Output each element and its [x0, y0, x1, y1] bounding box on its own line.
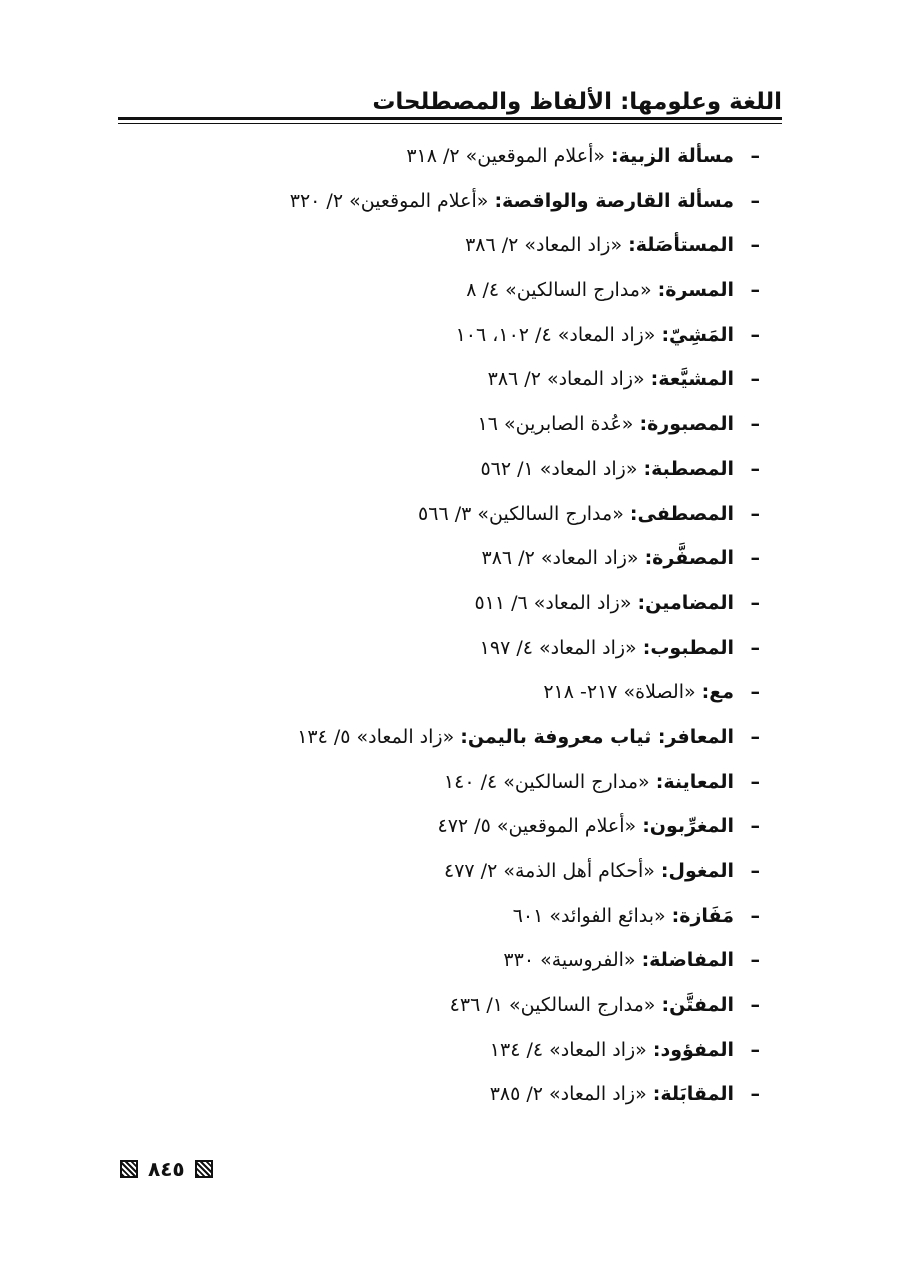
entry-reference: «زاد المعاد» ١/ ٥٦٢: [480, 457, 638, 480]
ornament-right-icon: [195, 1160, 213, 1178]
bullet-dash: –: [750, 860, 760, 882]
bullet-dash: –: [750, 502, 760, 525]
entry-reference: «زاد المعاد» ٤/ ١٩٧: [479, 636, 637, 659]
entry-reference: «الفروسية» ٣٣٠: [503, 949, 636, 972]
entry-reference: «أعلام الموقعين» ٢/ ٣٢٠: [289, 189, 489, 212]
entry-reference: «مدارج السالكين» ٤/ ٨: [466, 279, 652, 302]
ornament-left-icon: [120, 1160, 138, 1178]
entry-reference: «بدائع الفوائد» ٦٠١: [512, 904, 666, 927]
entry-reference: «زاد المعاد» ٢/ ٣٨٦: [465, 234, 623, 257]
entry-reference: «زاد المعاد» ٥/ ١٣٤: [297, 725, 455, 748]
entry-reference: «أعلام الموقعين» ٢/ ٣١٨: [406, 145, 605, 167]
bullet-dash: –: [750, 994, 760, 1017]
list-item: [120, 849, 760, 894]
entry-term: المشيَّعة:: [650, 368, 734, 391]
bullet-dash: –: [750, 413, 760, 436]
bullet-dash: –: [750, 145, 760, 167]
list-item: [120, 268, 760, 313]
list-item: [120, 357, 760, 402]
entry-term: المغول:: [660, 860, 734, 882]
entry-term: مسألة القارصة والواقصة:: [494, 189, 734, 212]
list-item: [120, 1072, 760, 1117]
list-item: [120, 804, 760, 849]
entry-term: مسألة الزبية:: [611, 145, 734, 167]
list-item: [120, 581, 760, 626]
running-header-title: اللغة وعلومها: الألفاظ والمصطلحات: [372, 89, 782, 115]
page-footer: [120, 1155, 213, 1183]
entry-term: المصفَّرة:: [644, 547, 734, 570]
entry-term: المقابَلة:: [652, 1083, 734, 1106]
entry-reference: «زاد المعاد» ٤/ ١٠٢، ١٠٦: [455, 323, 656, 346]
entry-term: المفؤود:: [652, 1038, 734, 1061]
entry-term: المفتَّن:: [661, 994, 734, 1017]
list-item: [120, 894, 760, 939]
bullet-dash: –: [750, 591, 760, 614]
bullet-dash: –: [750, 189, 760, 212]
list-item: [120, 536, 760, 581]
bullet-dash: –: [750, 1083, 760, 1106]
entry-term: مع:: [701, 681, 734, 704]
list-item: [120, 223, 760, 268]
bullet-dash: –: [750, 547, 760, 570]
list-item: [120, 760, 760, 805]
entry-term: المصطبة:: [643, 457, 734, 480]
entry-term: المغرِّبون:: [642, 815, 734, 838]
entry-reference: «زاد المعاد» ٦/ ٥١١: [474, 591, 632, 614]
entry-reference: «زاد المعاد» ٢/ ٣٨٥: [489, 1083, 647, 1106]
list-item: [120, 134, 760, 179]
entry-term: المفاضلة:: [641, 949, 734, 972]
list-item: [120, 179, 760, 224]
bullet-dash: –: [750, 949, 760, 972]
entry-term: المَشِيّ:: [661, 323, 734, 346]
entry-term: المصبورة:: [639, 413, 734, 436]
entry-reference: «أعلام الموقعين» ٥/ ٤٧٢: [437, 815, 637, 838]
bullet-dash: –: [750, 279, 760, 302]
entry-reference: «الصلاة» ٢١٧- ٢١٨: [543, 681, 696, 704]
list-item: [120, 670, 760, 715]
entry-reference: «مدارج السالكين» ٤/ ١٤٠: [443, 770, 650, 793]
list-item: [120, 447, 760, 492]
bullet-dash: –: [750, 234, 760, 257]
list-item: [120, 1028, 760, 1073]
list-item: [120, 715, 760, 760]
bullet-dash: –: [750, 323, 760, 346]
bullet-dash: –: [750, 636, 760, 659]
list-item: [120, 938, 760, 983]
entry-term: المعافر: ثياب معروفة باليمن:: [460, 725, 734, 748]
bullet-dash: –: [750, 770, 760, 793]
entry-term: المضامين:: [637, 591, 734, 614]
entry-reference: «أحكام أهل الذمة» ٢/ ٤٧٧: [444, 860, 655, 882]
entry-term: المطبوب:: [642, 636, 734, 659]
entry-term: المسرة:: [657, 279, 734, 302]
list-item: [120, 402, 760, 447]
entry-term: المستأصَلة:: [628, 234, 734, 257]
entry-term: مَفَازة:: [671, 904, 734, 927]
bullet-dash: –: [750, 368, 760, 391]
bullet-dash: –: [750, 904, 760, 927]
entry-reference: «زاد المعاد» ٢/ ٣٨٦: [481, 547, 639, 570]
bullet-dash: –: [750, 457, 760, 480]
list-item: [120, 983, 760, 1028]
list-item: [120, 626, 760, 671]
entry-reference: «مدارج السالكين» ١/ ٤٣٦: [449, 994, 656, 1017]
entry-term: المصطفى:: [629, 502, 734, 525]
list-item: [120, 492, 760, 537]
entry-reference: «زاد المعاد» ٤/ ١٣٤: [489, 1038, 647, 1061]
bullet-dash: –: [750, 725, 760, 748]
bullet-dash: –: [750, 1038, 760, 1061]
glossary-entry-list: [120, 134, 760, 1117]
bullet-dash: –: [750, 815, 760, 838]
list-item: [120, 313, 760, 358]
header-rule-thick: [118, 117, 782, 120]
entry-reference: «عُدة الصابرين» ١٦: [477, 413, 634, 436]
page-number: ٨٤٥: [148, 1157, 185, 1181]
header-rule-thin: [118, 123, 782, 124]
bullet-dash: –: [750, 681, 760, 704]
entry-term: المعاينة:: [655, 770, 734, 793]
entry-reference: «زاد المعاد» ٢/ ٣٨٦: [487, 368, 645, 391]
entry-reference: «مدارج السالكين» ٣/ ٥٦٦: [418, 502, 624, 525]
